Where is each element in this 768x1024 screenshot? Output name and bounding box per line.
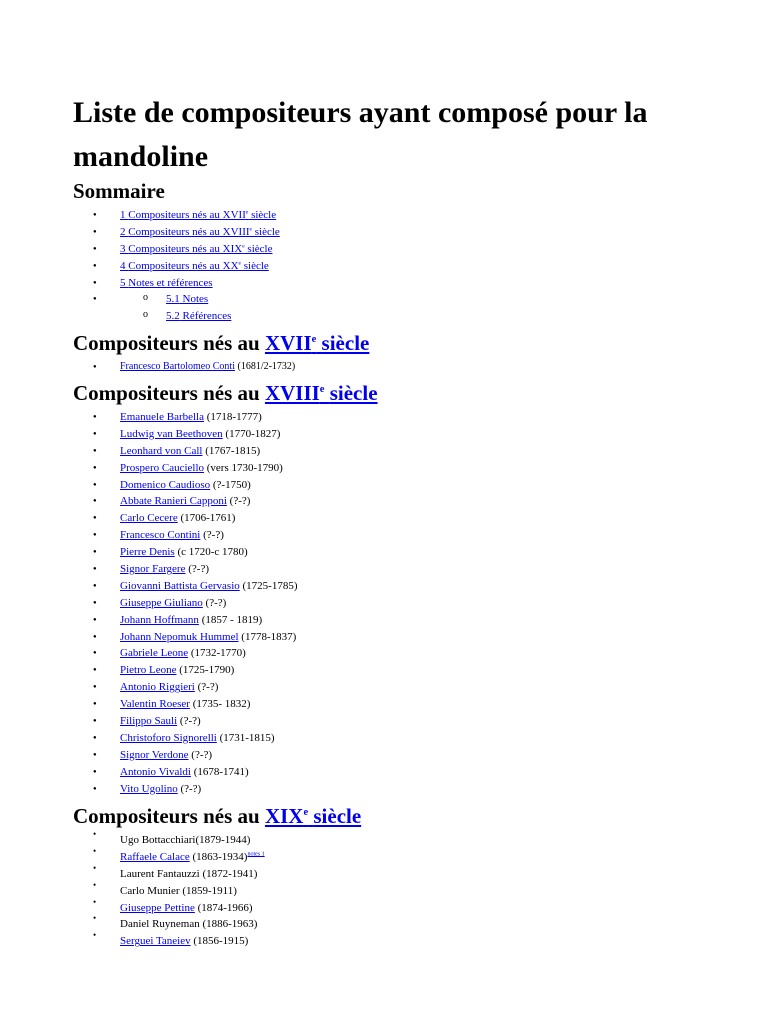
composer-dates: (?-?) [177, 782, 202, 795]
list-item [75, 493, 298, 510]
toc-heading: Sommaire [73, 179, 165, 203]
composer-link[interactable]: Gabriele Leone [120, 647, 189, 660]
composer-list-19 [75, 832, 265, 950]
list-item [75, 849, 265, 866]
composer-dates: (c 1720-c 1780) [174, 546, 248, 559]
composer-link[interactable]: Antonio Vivaldi [120, 765, 191, 778]
toc-item [75, 207, 280, 224]
list-item [75, 409, 298, 426]
list-item [75, 629, 298, 646]
composer-link[interactable]: Francesco Bartolomeo Conti [120, 361, 235, 372]
composer-dates: (1778-1837) [238, 630, 297, 643]
list-item [75, 578, 298, 595]
composer-dates: (1735- 1832) [189, 698, 251, 711]
composer-dates: (1706-1761) [177, 512, 236, 525]
composer-dates: (1718-1777) [204, 411, 262, 423]
composer-link[interactable]: Giuseppe Giuliano [120, 596, 203, 609]
composer-text: Laurent Fantauzzi (1872-1941) [120, 867, 258, 880]
composer-link[interactable]: Leonhard von Call [120, 444, 203, 457]
composer-link[interactable]: Signor Fargere [120, 563, 186, 576]
composer-dates: (1731-1815) [216, 731, 275, 744]
list-item [75, 443, 298, 460]
composer-link[interactable]: Pietro Leone [120, 664, 177, 677]
footnote-link[interactable]: notes 1 [247, 851, 265, 858]
composer-dates: (1770-1827) [222, 427, 281, 440]
composer-link[interactable]: Johann Hoffmann [120, 613, 199, 626]
composer-link[interactable]: Francesco Contini [120, 529, 201, 542]
composer-link[interactable]: Johann Nepomuk Hummel [120, 630, 239, 643]
composer-dates: (?-?) [200, 529, 224, 542]
composer-dates: (?-?) [177, 715, 201, 728]
composer-link[interactable]: Prospero Cauciello [120, 461, 205, 474]
composer-dates: (1874-1966) [194, 901, 253, 914]
list-item [75, 359, 295, 376]
list-item [75, 510, 298, 527]
composer-link[interactable]: Domenico Caudioso [120, 478, 211, 491]
composer-link[interactable]: Filippo Sauli [120, 715, 178, 728]
toc-link[interactable]: 1 Compositeurs nés au XVIIe siècle [120, 209, 277, 221]
composer-dates: (?-?) [202, 596, 227, 609]
composer-dates: (?-1750) [210, 478, 251, 491]
toc-subitem [75, 291, 280, 308]
list-item [75, 426, 298, 443]
list-item [75, 781, 298, 798]
composer-link[interactable]: Raffaele Calace [120, 850, 190, 863]
century-link[interactable]: XIXe siècle [264, 804, 362, 828]
composer-link[interactable]: Pierre Denis [120, 546, 175, 559]
list-item [75, 696, 298, 713]
list-item [75, 900, 265, 917]
page-title: Liste de compositeurs ayant composé pour la mandoline [73, 96, 648, 173]
toc-link[interactable]: 5 Notes et références [120, 276, 213, 289]
composer-link[interactable]: Signor Verdone [120, 748, 189, 761]
composer-link[interactable]: Giuseppe Pettine [120, 901, 195, 914]
composer-dates: (1725-1790) [176, 664, 235, 677]
list-item [75, 933, 265, 950]
composer-link[interactable]: Ludwig van Beethoven [120, 427, 223, 440]
composer-list-17 [75, 359, 295, 376]
composer-link[interactable]: Giovanni Battista Gervasio [120, 579, 240, 592]
composer-link[interactable]: Vito Ugolino [120, 782, 178, 795]
list-item [75, 730, 298, 747]
toc-sublist [75, 291, 280, 325]
composer-text: Carlo Munier (1859-1911) [120, 884, 237, 897]
composer-dates: (1725-1785) [239, 579, 298, 592]
toc-link[interactable]: 3 Compositeurs nés au XIXe siècle [120, 242, 273, 255]
composer-dates: (vers 1730-1790) [204, 461, 283, 474]
toc-item [75, 275, 280, 292]
list-item [75, 645, 298, 662]
toc-item [75, 258, 280, 275]
century-link[interactable]: XVIIe siècle [264, 331, 370, 355]
composer-dates: (1678-1741) [190, 765, 249, 778]
list-item [75, 544, 298, 561]
toc-link[interactable]: 2 Compositeurs nés au XVIIIe siècle [120, 225, 280, 238]
composer-dates: (1857 - 1819) [198, 613, 263, 626]
composer-link[interactable]: Valentin Roeser [120, 698, 190, 711]
composer-list-18 [75, 409, 298, 797]
composer-link[interactable]: Carlo Cecere [120, 512, 178, 525]
composer-text: Ugo Bottacchiari(1879-1944) [120, 834, 251, 846]
toc-sublink[interactable]: 5.1 Notes [166, 293, 209, 306]
composer-dates: (1732-1770) [188, 647, 246, 660]
section-heading-18: Compositeurs nés au XVIIIe siècle [73, 381, 378, 405]
list-item [75, 883, 265, 900]
toc-subitem [75, 308, 280, 325]
composer-dates: (?-?) [188, 748, 213, 761]
list-item [75, 916, 265, 933]
list-item [75, 832, 265, 849]
list-item [75, 866, 265, 883]
list-item [75, 662, 298, 679]
toc-item [75, 224, 280, 241]
toc-sublist-wrapper [75, 291, 280, 325]
list-item [75, 561, 298, 578]
list-item [75, 679, 298, 696]
century-link[interactable]: XVIIIe siècle [264, 381, 378, 405]
composer-link[interactable]: Antonio Riggieri [120, 681, 195, 694]
list-item [75, 764, 298, 781]
composer-text: Daniel Ruyneman (1886-1963) [120, 918, 258, 931]
toc-sublink[interactable]: 5.2 Références [166, 310, 232, 323]
composer-dates: (?-?) [194, 681, 219, 694]
composer-dates: (?-?) [185, 563, 209, 576]
composer-link[interactable]: Serguei Taneiev [120, 935, 191, 948]
composer-dates: (1767-1815) [202, 444, 261, 457]
list-item [75, 527, 298, 544]
toc-item [75, 241, 280, 258]
composer-link[interactable]: Emanuele Barbella [120, 411, 204, 423]
table-of-contents [75, 207, 280, 325]
section-heading-19: Compositeurs nés au XIXe siècle [73, 804, 362, 828]
list-item [75, 747, 298, 764]
list-item [75, 713, 298, 730]
list-item [75, 595, 298, 612]
section-heading-17: Compositeurs nés au XVIIe siècle [73, 331, 370, 355]
composer-link[interactable]: Abbate Ranieri Capponi [120, 495, 227, 508]
composer-dates: (1856-1915) [190, 935, 249, 948]
composer-dates: (1863-1934) [189, 850, 248, 863]
composer-link[interactable]: Christoforo Signorelli [120, 731, 217, 744]
composer-dates: (?-?) [226, 495, 251, 508]
list-item [75, 460, 298, 477]
list-item [75, 477, 298, 494]
composer-dates: (1681/2-1732) [234, 361, 296, 372]
list-item [75, 612, 298, 629]
toc-link[interactable]: 4 Compositeurs nés au XXe siècle [120, 259, 269, 272]
